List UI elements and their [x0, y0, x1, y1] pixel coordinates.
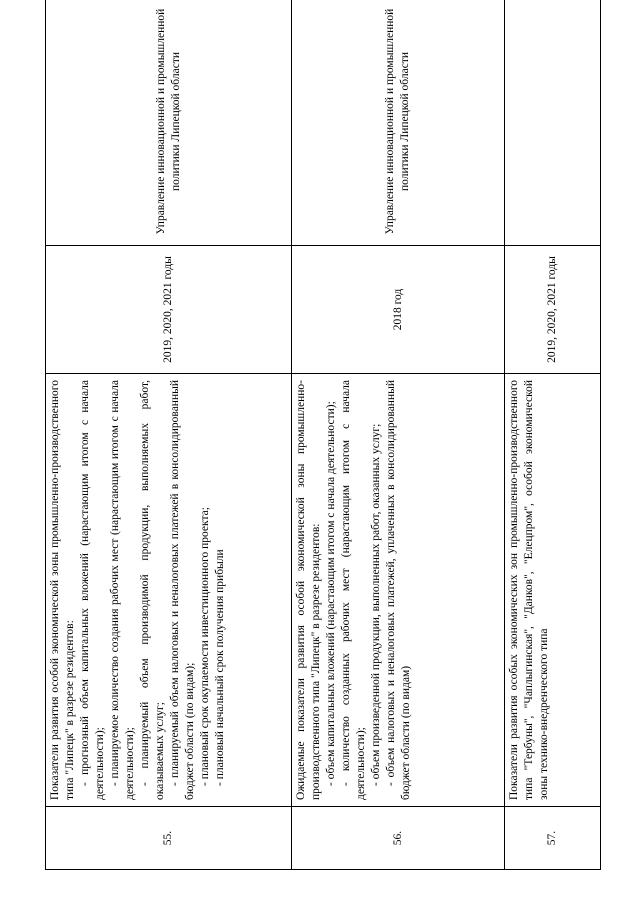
row-responsible: Управление инновационной и промышленной политики Липецкой области — [46, 0, 292, 246]
description-item: - планируемый объем производимой продукции, выполняемых работ, оказываемых услуг; — [139, 380, 166, 800]
description-item: - плановый срок окупаемости инвестиционного проекта; — [199, 507, 211, 786]
description-item: - объем налоговых и неналоговых платежей, уплаченных в консолидированный бюджет области (по видам) — [385, 380, 412, 800]
row-deadline: 2019, 2020, 2021 годы — [505, 246, 601, 374]
row-number: 56. — [292, 807, 505, 870]
rotated-table-page — [45, 8, 600, 870]
row-responsible — [505, 0, 601, 246]
row-description — [46, 374, 292, 807]
description-item: - объем произведенной продукции, выполненных работ, оказанных услуг; — [370, 423, 382, 786]
row-description — [505, 374, 601, 807]
row-deadline: 2018 год — [292, 246, 505, 374]
table-row — [46, 0, 292, 870]
row-responsible: Управление инновационной и промышленной политики Липецкой области — [292, 0, 505, 246]
plan-table — [45, 0, 601, 870]
description-item: - планируемый объем налоговых и неналоговых платежей в консолидированный бюджет области (по видам); — [169, 380, 196, 800]
row-deadline: 2019, 2020, 2021 годы — [46, 246, 292, 374]
table-row — [292, 0, 505, 870]
description-lead: Ожидаемые показатели развития особой экономической зоны промышленно-производственного типа "Липецк" в разрезе резидентов: — [295, 380, 322, 800]
description-item: - количество созданных рабочих мест (нарастающим итогом с начала деятельности); — [340, 380, 367, 800]
description-lead: Показатели развития особых экономических зон промышленно-производственного типа "Тербуны", "Чаплыгинская", "Данков", "Елецпром", особой экономической зоны технико-внедренческого типа — [508, 380, 550, 800]
description-item: - прогнозный объем капитальных вложений (нарастающим итогом с начала деятельности); — [79, 380, 106, 800]
description-item: - плановый начальный срок получения прибыли — [214, 549, 226, 786]
row-description — [292, 374, 505, 807]
description-item: - планируемое количество создания рабочих мест (нарастающим итогом с начала деятельности); — [109, 380, 136, 800]
description-item: - объем капитальных вложений (нарастающим итогом с начала деятельности); — [325, 401, 337, 786]
table-row — [505, 0, 601, 870]
row-number: 57. — [505, 807, 601, 870]
description-lead: Показатели развития особой экономической зоны промышленно-производственного типа "Липецк" в разрезе резидентов: — [49, 380, 76, 800]
row-number: 55. — [46, 807, 292, 870]
